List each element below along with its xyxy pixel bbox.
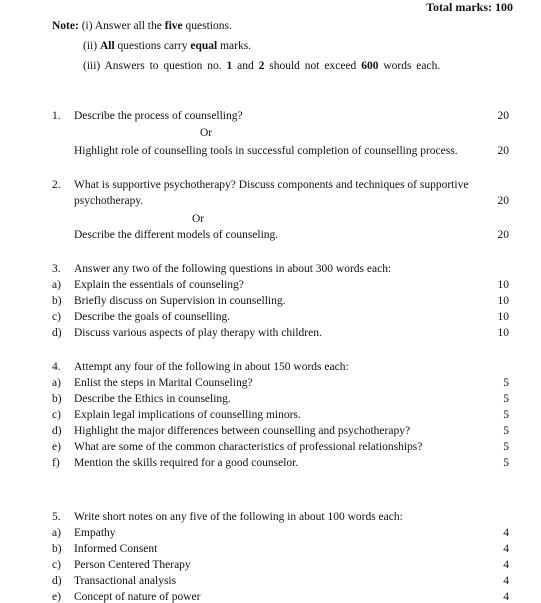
q5-item-marks: 4: [503, 575, 509, 587]
q2-number: 2.: [52, 179, 61, 191]
note-iii-suffix: words each.: [383, 60, 441, 72]
q4-item-text: Highlight the major differences between counselling and psychotherapy?: [74, 425, 411, 437]
q1-text: Describe the process of counselling?: [74, 110, 243, 122]
q5-item-marks: 4: [503, 543, 509, 555]
q5-number: 5.: [52, 511, 61, 523]
q3-item-label: c): [52, 311, 61, 323]
q5-item-text: Empathy: [74, 527, 116, 539]
q4-item-marks: 5: [503, 441, 509, 453]
q4-item-marks: 5: [503, 377, 509, 389]
note-ii-bold1: All: [99, 40, 115, 52]
q5-item-label: d): [52, 575, 62, 587]
note-ii-mid: questions carry: [117, 40, 188, 52]
q4-item-label: f): [52, 457, 60, 469]
q5-heading: Write short notes on any five of the following in about 100 words each:: [74, 511, 403, 523]
q4-item-marks: 5: [503, 457, 509, 469]
q3-item-label: b): [52, 295, 62, 307]
q4-item-marks: 5: [503, 425, 509, 437]
q5-item-text: Person Centered Therapy: [74, 559, 191, 571]
q5-item-text: Informed Consent: [74, 543, 158, 555]
q2-text-line2: psychotherapy.: [74, 195, 144, 207]
note-iii-b2: 2: [258, 60, 265, 72]
q4-number: 4.: [52, 361, 61, 373]
note-iii-prefix: (iii) Answers to question no.: [83, 60, 222, 72]
q5-item-label: a): [52, 527, 61, 539]
q5-item-label: b): [52, 543, 62, 555]
q4-item-label: c): [52, 409, 61, 421]
note-i-prefix: (i) Answer all the: [81, 20, 162, 32]
q3-item-text: Explain the essentials of counseling?: [74, 279, 244, 291]
note-iii-b1: 1: [226, 60, 233, 72]
q2-marks: 20: [497, 195, 509, 207]
q5-item-label: c): [52, 559, 61, 571]
q2-alt-marks: 20: [497, 229, 509, 241]
q4-item-text: Enlist the steps in Marital Counseling?: [74, 377, 253, 389]
q1-number: 1.: [52, 110, 61, 122]
q2-alt-text: Describe the different models of counseling.: [74, 229, 279, 241]
q4-item-marks: 5: [503, 409, 509, 421]
q5-item-marks: 4: [503, 591, 509, 603]
note-line-2: [83, 40, 251, 52]
q4-item-label: e): [52, 441, 61, 453]
note-ii-prefix: (ii): [83, 40, 98, 52]
q1-alt-marks: 20: [497, 145, 509, 157]
q3-heading: Answer any two of the following questions in about 300 words each:: [74, 263, 392, 275]
note-iii-b3: 600: [361, 60, 379, 72]
q4-heading: Attempt any four of the following in about 150 words each:: [74, 361, 349, 373]
note-label: Note:: [52, 20, 79, 32]
q3-item-label: a): [52, 279, 61, 291]
note-i-suffix: questions.: [185, 20, 232, 32]
q3-item-text: Describe the goals of counselling.: [74, 311, 231, 323]
q3-number: 3.: [52, 263, 61, 275]
note-iii-and: and: [237, 60, 254, 72]
q4-item-label: a): [52, 377, 61, 389]
q5-item-label: e): [52, 591, 61, 603]
note-ii-suffix: marks.: [220, 40, 252, 52]
note-iii-mid: should not exceed: [269, 60, 357, 72]
q4-item-text: What are some of the common characteristics of professional relationships?: [74, 441, 423, 453]
q2-or: Or: [192, 213, 205, 225]
q3-item-marks: 10: [497, 279, 509, 291]
q3-item-marks: 10: [497, 295, 509, 307]
note-line-1: [52, 20, 232, 32]
q4-item-marks: 5: [503, 393, 509, 405]
q4-item-label: d): [52, 425, 62, 437]
q3-item-text: Discuss various aspects of play therapy with children.: [74, 327, 322, 339]
note-line-3: [83, 60, 440, 72]
q5-item-text: Transactional analysis: [74, 575, 177, 587]
note-i-bold: five: [164, 20, 183, 32]
q1-marks: 20: [497, 110, 509, 122]
q3-item-marks: 10: [497, 311, 509, 323]
q3-item-text: Briefly discuss on Supervision in counselling.: [74, 295, 286, 307]
q1-or: Or: [200, 127, 213, 139]
q3-item-marks: 10: [497, 327, 509, 339]
q3-item-label: d): [52, 327, 62, 339]
q2-text-line1: What is supportive psychotherapy? Discuss components and techniques of supportive: [74, 179, 469, 191]
q5-item-text: Concept of nature of power: [74, 591, 201, 603]
q4-item-text: Describe the Ethics in counseling.: [74, 393, 231, 405]
q1-alt-text: Highlight role of counselling tools in successful completion of counselling process.: [74, 145, 458, 157]
q4-item-label: b): [52, 393, 62, 405]
q4-item-text: Mention the skills required for a good counselor.: [74, 457, 299, 469]
q4-item-text: Explain legal implications of counselling minors.: [74, 409, 301, 421]
note-ii-bold2: equal: [190, 40, 218, 52]
total-marks: Total marks: 100: [426, 0, 513, 14]
q5-item-marks: 4: [503, 559, 509, 571]
q5-item-marks: 4: [503, 527, 509, 539]
